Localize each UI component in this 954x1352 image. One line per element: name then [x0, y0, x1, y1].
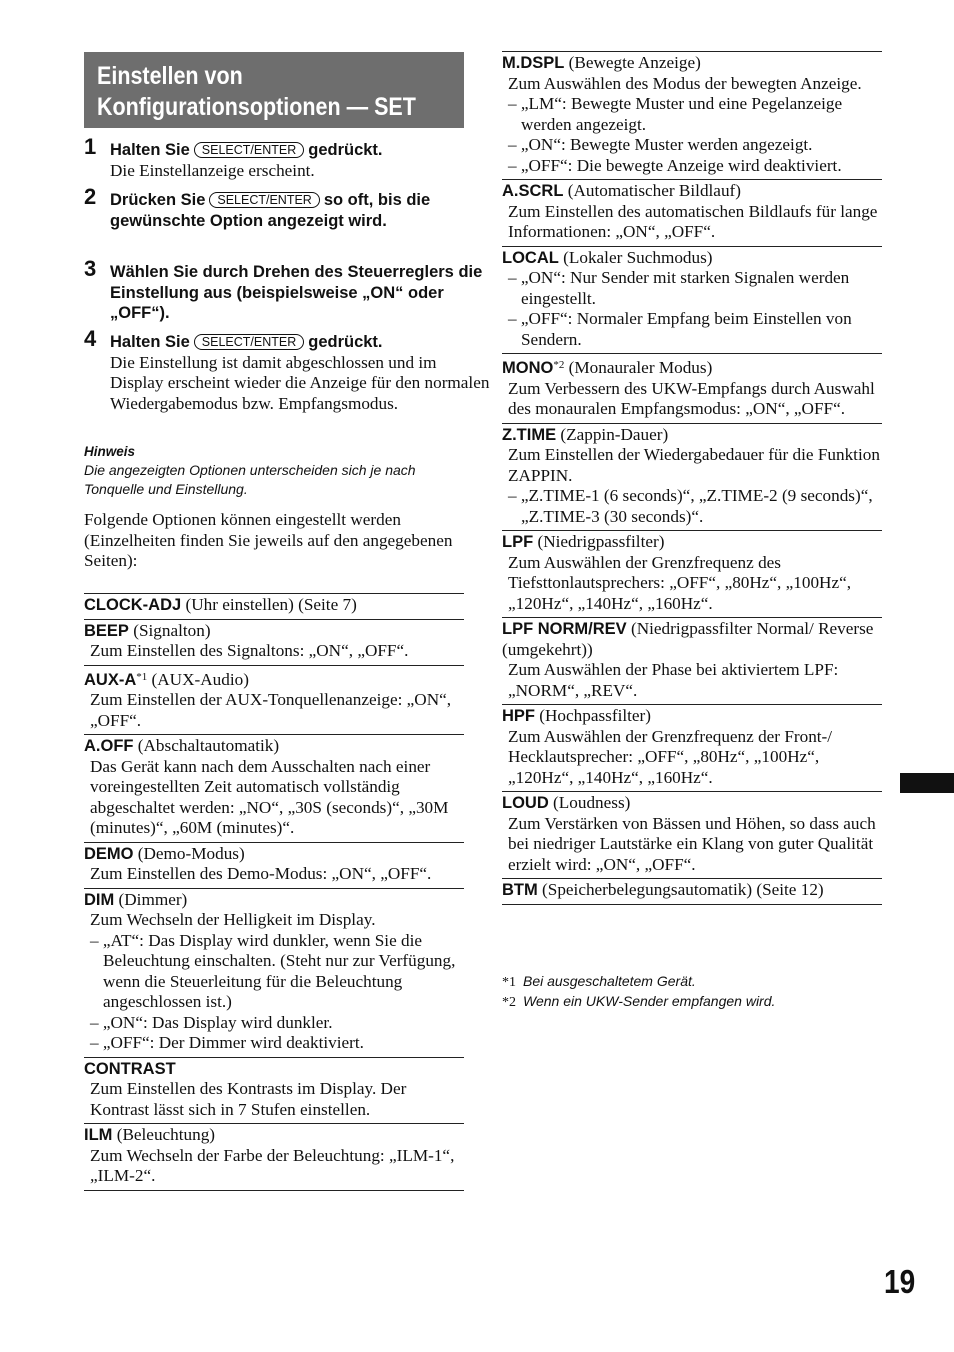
- option-entry: [84, 1057, 464, 1124]
- footnote: *1 Bei ausgeschaltetem Gerät.: [502, 973, 696, 990]
- note-text: Die angezeigten Optionen unterscheiden sich je nach Tonquelle und Einstellung.: [84, 462, 416, 497]
- section-title-box: [84, 52, 464, 128]
- option-label: (Bewegte Anzeige): [568, 53, 701, 72]
- option-heading: [502, 355, 882, 379]
- option-description: Zum Einstellen des Demo-Modus: „ON“, „OFF“.: [90, 864, 432, 883]
- option-label: (Niedrigpassfilter Normal/ Reverse (umgekehrt)): [502, 619, 874, 659]
- option-heading: [502, 619, 882, 660]
- step-instruction: Drücken Sie SELECT/ENTER so oft, bis die gewünschte Option angezeigt wird.: [110, 191, 431, 230]
- options-list-left: [84, 593, 464, 1191]
- option-term: LPF NORM/REV: [502, 620, 627, 638]
- option-description: Zum Verbessern des UKW-Empfangs durch Auswahl des monauralen Empfangsmodus: „ON“, „OFF“.: [508, 378, 875, 418]
- option-bullet: – „ON“: Das Display wird dunkler.: [90, 1012, 333, 1032]
- step-number: 3: [84, 256, 97, 281]
- option-entry: [84, 842, 464, 888]
- option-bullet: – „OFF“: Normaler Empfang beim Einstellen von Sendern.: [508, 309, 852, 349]
- option-bullet: – „OFF“: Der Dimmer wird deaktiviert.: [90, 1033, 364, 1052]
- option-description: Zum Einstellen des Kontrasts im Display. Der Kontrast lässt sich in 7 Stufen einstellen.: [90, 1079, 407, 1119]
- step-description: Die Einstellung ist damit abgeschlossen und im Display erscheint wieder die Anzeige für den normalen Wiedergabemodus bzw. Empfangsmodus.: [110, 352, 490, 413]
- option-entry: [502, 179, 882, 246]
- option-term: DEMO: [84, 844, 134, 863]
- option-label: (Abschaltautomatik): [137, 736, 280, 755]
- option-term: AUX-A: [84, 670, 137, 689]
- option-description: Zum Einstellen der AUX-Tonquellenanzeige: „ON“, „OFF“.: [90, 690, 452, 730]
- option-label: (Loudness): [553, 793, 631, 812]
- option-term: DIM: [84, 890, 115, 909]
- footnotes: [502, 972, 882, 1012]
- option-entry: [502, 530, 882, 617]
- option-heading: [84, 844, 464, 865]
- option-term: BTM: [502, 881, 538, 899]
- option-entry: [502, 791, 882, 878]
- step-number: 1: [84, 134, 97, 159]
- page-number: 19: [884, 1263, 916, 1300]
- page-title-line-2: Konfigurationsoptionen — SET: [97, 93, 416, 121]
- option-label: (Signalton): [133, 620, 211, 640]
- option-description: Zum Einstellen des automatischen Bildlaufs für lange Informationen: „ON“, „OFF“.: [508, 201, 878, 241]
- option-bullet: – „AT“: Das Display wird dunkler, wenn Sie die Beleuchtung einschalten. (Steht nur zur Verfügung, wenn die Steuerleitung für die Beleuchtung angeschlossen ist.): [90, 930, 456, 1011]
- option-description: Zum Wechseln der Helligkeit im Display.: [90, 910, 376, 929]
- option-term: A.SCRL: [502, 182, 564, 200]
- option-term: HPF: [502, 707, 535, 725]
- option-description: Das Gerät kann nach dem Ausschalten nach einer voreingestellten Zeit automatisch vollständig abgeschaltet werden: „NO“, „30S (seconds)“, „30M (minutes)“, „60M (minutes)“.: [90, 756, 449, 837]
- step-instruction: Halten Sie SELECT/ENTER gedrückt.: [110, 141, 383, 159]
- option-term: ILM: [84, 1126, 113, 1144]
- footnote-ref: *1: [136, 670, 148, 683]
- step-4: [84, 326, 490, 414]
- option-term: Z.TIME: [502, 425, 557, 444]
- option-description: Zum Auswählen der Grenzfrequenz des Tiefsttonlautsprechers: „OFF“, „80Hz“, „100Hz“, „120Hz“, „140Hz“, „160Hz“.: [508, 552, 852, 613]
- option-term: BEEP: [84, 621, 129, 640]
- option-heading: [502, 880, 882, 901]
- step-2: [84, 184, 490, 231]
- select-enter-key: SELECT/ENTER: [209, 192, 319, 208]
- option-term: LOUD: [502, 794, 549, 812]
- option-heading: [502, 793, 882, 814]
- option-label: (Monauraler Modus): [568, 358, 713, 377]
- option-description: Zum Auswählen der Phase bei aktiviertem LPF: „NORM“, „REV“.: [508, 660, 839, 700]
- section-tab-marker: [900, 773, 954, 793]
- option-entry: [502, 617, 882, 704]
- option-label: (Niedrigpassfilter): [537, 532, 665, 551]
- option-heading: [502, 53, 882, 74]
- option-description: Zum Auswählen des Modus der bewegten Anzeige.: [508, 73, 862, 93]
- option-label: (Dimmer): [118, 889, 188, 909]
- note-block: [84, 443, 464, 498]
- option-bullet: – „LM“: Bewegte Muster und eine Pegelanzeige werden angezeigt.: [508, 94, 843, 134]
- option-description: Zum Wechseln der Farbe der Beleuchtung: „ILM-1“, „ILM-2“.: [90, 1145, 455, 1185]
- option-heading: [84, 595, 464, 616]
- step-description: Die Einstellanzeige erscheint.: [110, 160, 315, 180]
- option-entry: [502, 353, 882, 423]
- option-heading: [84, 667, 464, 691]
- option-entry: [84, 734, 464, 842]
- footnote: *2 Wenn ein UKW-Sender empfangen wird.: [502, 993, 776, 1010]
- option-heading: [502, 181, 882, 202]
- option-term: MONO: [502, 359, 554, 377]
- option-entry: [502, 246, 882, 354]
- option-description: Zum Einstellen der Wiedergabedauer für die Funktion ZAPPIN.: [508, 445, 880, 485]
- option-heading: [84, 890, 464, 911]
- option-label: (Demo-Modus): [137, 843, 245, 863]
- option-label: (Uhr einstellen) (Seite 7): [185, 595, 357, 614]
- option-label: (AUX-Audio): [151, 669, 249, 689]
- page-title-line-1: Einstellen von: [97, 62, 243, 90]
- step-instruction: Wählen Sie durch Drehen des Steuerreglers die Einstellung aus (beispielsweise „ON“ oder „OFF“).: [110, 263, 483, 322]
- option-entry: [84, 619, 464, 665]
- option-term: A.OFF: [84, 737, 134, 755]
- option-term: CONTRAST: [84, 1059, 176, 1078]
- step-number: 2: [84, 184, 97, 209]
- step-instruction: Halten Sie SELECT/ENTER gedrückt.: [110, 333, 383, 351]
- step-1: [84, 134, 490, 181]
- option-label: (Hochpassfilter): [539, 706, 651, 725]
- option-entry: [502, 423, 882, 531]
- option-heading: [502, 248, 882, 269]
- step-3: [84, 256, 490, 324]
- option-label: (Beleuchtung): [116, 1125, 216, 1144]
- option-entry: [502, 51, 882, 179]
- step-number: 4: [84, 326, 97, 351]
- option-heading: [84, 621, 464, 642]
- option-heading: [84, 1059, 464, 1080]
- option-description: Zum Verstärken von Bässen und Höhen, so dass auch bei niedriger Lautstärke ein Klang von guter Qualität erzielt wird: „ON“, „OFF“.: [508, 813, 876, 874]
- option-entry: [84, 888, 464, 1057]
- option-label: (Speicherbelegungsautomatik) (Seite 12): [542, 880, 824, 899]
- footnote-ref: *2: [553, 359, 565, 371]
- option-heading: [502, 532, 882, 553]
- option-entry: [84, 593, 464, 619]
- select-enter-key: SELECT/ENTER: [194, 142, 304, 158]
- option-entry: [502, 704, 882, 791]
- option-heading: [84, 736, 464, 757]
- select-enter-key: SELECT/ENTER: [194, 334, 304, 350]
- option-term: LOCAL: [502, 248, 559, 267]
- option-entry: [84, 665, 464, 735]
- option-term: CLOCK-ADJ: [84, 596, 182, 614]
- option-heading: [502, 425, 882, 446]
- options-list-right: [502, 51, 882, 905]
- option-description: Zum Auswählen der Grenzfrequenz der Front-/ Hecklautsprecher: „OFF“, „80Hz“, „100Hz“, „120Hz“, „140Hz“, „160Hz“.: [508, 726, 833, 787]
- option-term: M.DSPL: [502, 54, 565, 72]
- intro-paragraph: Folgende Optionen können eingestellt werden (Einzelheiten finden Sie jeweils auf den angegebenen Seiten):: [84, 510, 453, 570]
- option-bullet: – „ON“: Nur Sender mit starken Signalen werden eingestellt.: [508, 268, 850, 308]
- option-description: Zum Einstellen des Signaltons: „ON“, „OFF“.: [90, 641, 409, 660]
- option-label: (Lokaler Suchmodus): [563, 247, 713, 267]
- option-heading: [502, 706, 882, 727]
- option-entry: [502, 878, 882, 905]
- option-bullet: – „Z.TIME-1 (6 seconds)“, „Z.TIME-2 (9 seconds)“, „Z.TIME-3 (30 seconds)“.: [508, 486, 873, 526]
- option-entry: [84, 1123, 464, 1191]
- option-label: (Automatischer Bildlauf): [567, 181, 741, 200]
- option-heading: [84, 1125, 464, 1146]
- option-term: LPF: [502, 533, 534, 551]
- option-label: (Zappin-Dauer): [560, 424, 669, 444]
- option-bullet: – „OFF“: Die bewegte Anzeige wird deaktiviert.: [508, 155, 842, 175]
- option-bullet: – „ON“: Bewegte Muster werden angezeigt.: [508, 135, 813, 154]
- note-heading: Hinweis: [84, 444, 136, 459]
